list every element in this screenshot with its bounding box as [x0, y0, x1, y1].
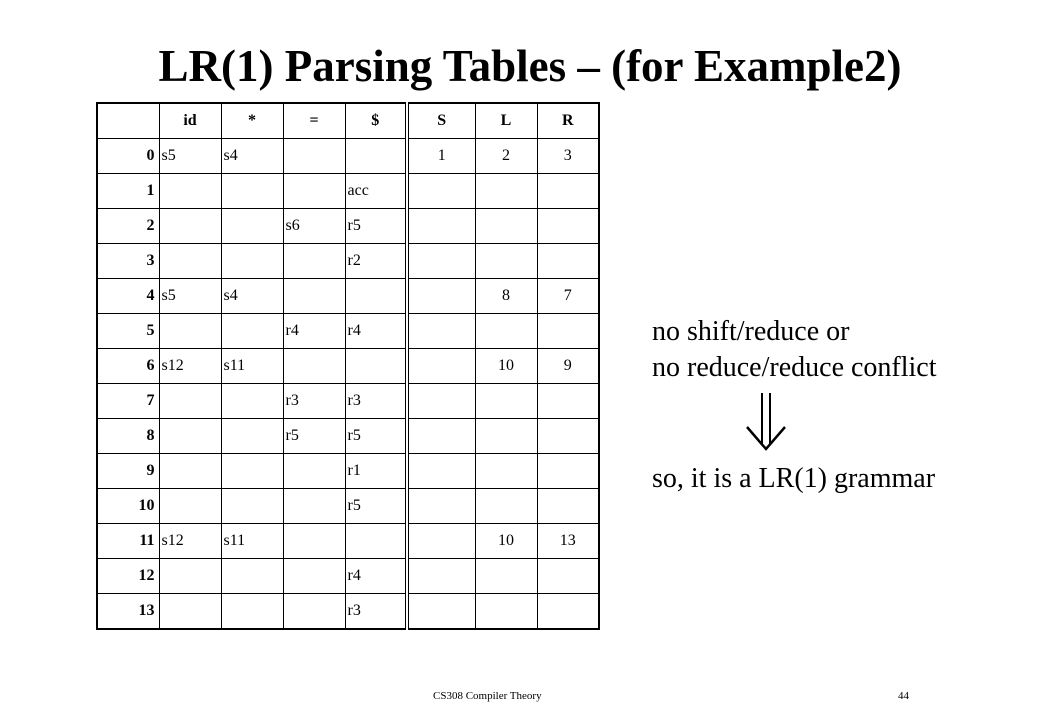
header-L: L — [475, 103, 537, 139]
table-cell — [475, 209, 537, 244]
table-cell — [407, 524, 475, 559]
table-cell — [159, 384, 221, 419]
header-equals: = — [283, 103, 345, 139]
table-cell — [159, 454, 221, 489]
table-cell: r1 — [345, 454, 407, 489]
table-cell — [537, 174, 599, 209]
table-cell: 1 — [407, 139, 475, 174]
table-cell — [407, 419, 475, 454]
table-cell: s5 — [159, 279, 221, 314]
table-cell — [283, 174, 345, 209]
table-cell — [283, 139, 345, 174]
table-cell — [475, 314, 537, 349]
table-cell — [407, 349, 475, 384]
table-cell — [345, 279, 407, 314]
table-row — [97, 139, 599, 174]
table-cell: r3 — [345, 384, 407, 419]
table-row — [97, 489, 599, 524]
table-cell — [475, 559, 537, 594]
state-number: 5 — [97, 314, 159, 349]
table-cell — [537, 594, 599, 630]
table-cell: 7 — [537, 279, 599, 314]
table-row — [97, 209, 599, 244]
table-cell — [407, 559, 475, 594]
table-cell — [537, 454, 599, 489]
table-cell — [407, 454, 475, 489]
table-cell — [283, 524, 345, 559]
table-cell — [537, 419, 599, 454]
table-header-row — [97, 103, 599, 139]
table-cell — [221, 314, 283, 349]
footer-page-number: 44 — [898, 690, 909, 702]
state-number: 8 — [97, 419, 159, 454]
table-cell — [475, 419, 537, 454]
table-cell — [159, 244, 221, 279]
state-number: 0 — [97, 139, 159, 174]
table-cell — [159, 489, 221, 524]
table-row — [97, 174, 599, 209]
table-cell — [221, 174, 283, 209]
table-row — [97, 244, 599, 279]
table-cell — [537, 384, 599, 419]
table-cell: 13 — [537, 524, 599, 559]
table-cell — [159, 174, 221, 209]
state-number: 13 — [97, 594, 159, 630]
header-R: R — [537, 103, 599, 139]
table-cell — [283, 244, 345, 279]
table-cell: s12 — [159, 349, 221, 384]
state-number: 1 — [97, 174, 159, 209]
table-cell: s12 — [159, 524, 221, 559]
table-cell — [407, 279, 475, 314]
table-cell — [283, 349, 345, 384]
state-number: 10 — [97, 489, 159, 524]
header-S: S — [407, 103, 475, 139]
table-row — [97, 524, 599, 559]
table-cell: r4 — [345, 559, 407, 594]
table-cell — [475, 489, 537, 524]
table-cell — [283, 279, 345, 314]
table-cell: r5 — [345, 209, 407, 244]
state-number: 3 — [97, 244, 159, 279]
table-row — [97, 419, 599, 454]
table-cell — [407, 314, 475, 349]
table-cell — [475, 454, 537, 489]
slide-title: LR(1) Parsing Tables – (for Example2) — [158, 41, 902, 91]
table-cell — [407, 244, 475, 279]
table-cell — [407, 594, 475, 630]
table-cell: r5 — [345, 489, 407, 524]
table-cell — [407, 384, 475, 419]
table-cell — [283, 559, 345, 594]
table-cell — [221, 594, 283, 630]
table-cell — [283, 489, 345, 524]
table-row — [97, 454, 599, 489]
lr1-parsing-table — [96, 102, 600, 630]
table-cell: r3 — [283, 384, 345, 419]
state-number: 11 — [97, 524, 159, 559]
table-cell: acc — [345, 174, 407, 209]
table-cell — [221, 209, 283, 244]
table-cell: s4 — [221, 279, 283, 314]
conflict-note-line1: no shift/reduce or — [652, 316, 850, 347]
table-cell: 3 — [537, 139, 599, 174]
table-cell — [475, 174, 537, 209]
table-cell: r5 — [283, 419, 345, 454]
table-row — [97, 559, 599, 594]
table-cell — [159, 419, 221, 454]
table-row — [97, 349, 599, 384]
table-cell — [283, 594, 345, 630]
footer-course: CS308 Compiler Theory — [433, 690, 542, 702]
table-cell — [283, 454, 345, 489]
table-cell: 10 — [475, 524, 537, 559]
header-id: id — [159, 103, 221, 139]
double-down-arrow-icon — [744, 391, 788, 453]
state-number: 12 — [97, 559, 159, 594]
table-cell: r4 — [345, 314, 407, 349]
table-cell — [159, 594, 221, 630]
table-cell — [345, 349, 407, 384]
conflict-note-line2: no reduce/reduce conflict — [652, 352, 937, 383]
table-cell — [537, 314, 599, 349]
table-cell: s5 — [159, 139, 221, 174]
conclusion-note: so, it is a LR(1) grammar — [652, 463, 936, 494]
state-number: 2 — [97, 209, 159, 244]
table-cell — [537, 559, 599, 594]
state-number: 9 — [97, 454, 159, 489]
table-cell: s6 — [283, 209, 345, 244]
table-cell — [159, 559, 221, 594]
table-cell: 9 — [537, 349, 599, 384]
table-cell — [221, 419, 283, 454]
table-cell — [221, 559, 283, 594]
table-cell — [159, 209, 221, 244]
table-cell — [537, 489, 599, 524]
table-cell: s11 — [221, 524, 283, 559]
header-dollar: $ — [345, 103, 407, 139]
table-row — [97, 279, 599, 314]
table-cell — [159, 314, 221, 349]
table-cell — [345, 524, 407, 559]
state-number: 4 — [97, 279, 159, 314]
table-cell: 2 — [475, 139, 537, 174]
table-cell: r3 — [345, 594, 407, 630]
table-cell: s11 — [221, 349, 283, 384]
table-cell: 8 — [475, 279, 537, 314]
state-number: 6 — [97, 349, 159, 384]
table-cell — [407, 174, 475, 209]
table-cell: 10 — [475, 349, 537, 384]
table-cell — [221, 489, 283, 524]
table-row — [97, 384, 599, 419]
table-cell — [475, 244, 537, 279]
table-cell — [345, 139, 407, 174]
table-cell — [537, 209, 599, 244]
state-number: 7 — [97, 384, 159, 419]
table-cell — [221, 384, 283, 419]
table-cell — [221, 454, 283, 489]
table-cell — [407, 209, 475, 244]
table-cell: r4 — [283, 314, 345, 349]
header-corner — [97, 103, 159, 139]
table-cell — [221, 244, 283, 279]
table-cell — [537, 244, 599, 279]
table-cell: r5 — [345, 419, 407, 454]
table-cell — [475, 384, 537, 419]
table-row — [97, 314, 599, 349]
table-cell: r2 — [345, 244, 407, 279]
table-cell: s4 — [221, 139, 283, 174]
table-row — [97, 594, 599, 630]
table-cell — [407, 489, 475, 524]
header-star: * — [221, 103, 283, 139]
table-cell — [475, 594, 537, 630]
